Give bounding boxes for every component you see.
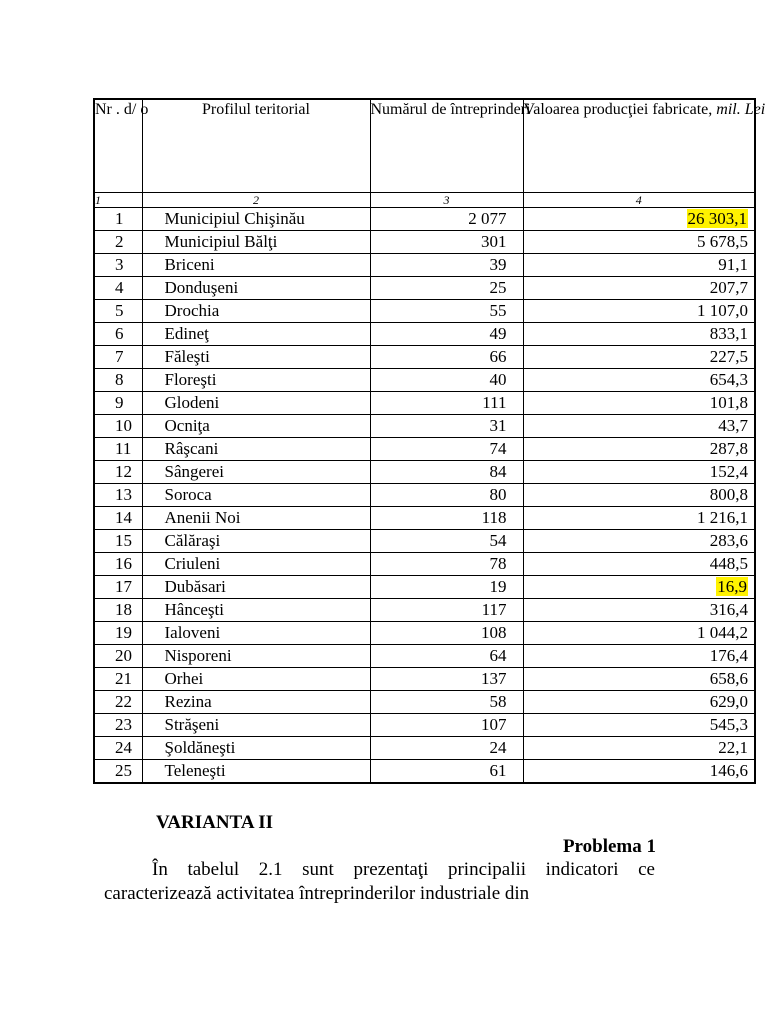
enterprise-count: 107 [370, 714, 523, 737]
table-row [94, 208, 755, 231]
data-table [93, 98, 766, 784]
production-value: 207,7 [523, 277, 755, 300]
production-value: 658,6 [523, 668, 755, 691]
table-row [94, 438, 755, 461]
row-number: 6 [94, 323, 142, 346]
enterprise-count: 40 [370, 369, 523, 392]
row-number: 8 [94, 369, 142, 392]
table-row [94, 714, 755, 737]
production-value: 91,1 [523, 254, 755, 277]
row-number: 22 [94, 691, 142, 714]
enterprise-count: 66 [370, 346, 523, 369]
row-number: 21 [94, 668, 142, 691]
production-value: 1 216,1 [523, 507, 755, 530]
table-row [94, 691, 755, 714]
production-value [523, 576, 755, 599]
row-number: 7 [94, 346, 142, 369]
row-number: 11 [94, 438, 142, 461]
row-number: 5 [94, 300, 142, 323]
row-number: 17 [94, 576, 142, 599]
enterprise-count: 19 [370, 576, 523, 599]
territory-name: Municipiul Bălţi [142, 231, 370, 254]
table-row [94, 553, 755, 576]
row-number: 9 [94, 392, 142, 415]
col-number: 4 [523, 193, 755, 208]
production-value: 316,4 [523, 599, 755, 622]
row-number: 15 [94, 530, 142, 553]
production-value: 287,8 [523, 438, 755, 461]
table-body [94, 208, 755, 784]
row-number: 19 [94, 622, 142, 645]
row-number: 4 [94, 277, 142, 300]
col-number: 2 [142, 193, 370, 208]
enterprise-count: 2 077 [370, 208, 523, 231]
table-row [94, 484, 755, 507]
row-number: 23 [94, 714, 142, 737]
problem-heading: Problema 1 [562, 836, 656, 857]
table-row [94, 369, 755, 392]
production-value: 800,8 [523, 484, 755, 507]
table-row [94, 530, 755, 553]
row-number: 1 [94, 208, 142, 231]
enterprise-count: 39 [370, 254, 523, 277]
row-number: 25 [94, 760, 142, 784]
enterprise-count: 108 [370, 622, 523, 645]
table-row [94, 737, 755, 760]
enterprise-count: 64 [370, 645, 523, 668]
table-row [94, 346, 755, 369]
enterprise-count: 117 [370, 599, 523, 622]
territory-name: Soroca [142, 484, 370, 507]
production-value: 227,5 [523, 346, 755, 369]
table-row [94, 231, 755, 254]
enterprise-count: 25 [370, 277, 523, 300]
row-number: 18 [94, 599, 142, 622]
territory-name: Criuleni [142, 553, 370, 576]
production-value: 545,3 [523, 714, 755, 737]
header-row [94, 99, 755, 193]
production-value: 176,4 [523, 645, 755, 668]
highlighted-value: 26 303,1 [687, 209, 747, 228]
table-row [94, 392, 755, 415]
enterprise-count: 84 [370, 461, 523, 484]
col-number: 1 [94, 193, 142, 208]
territory-name: Edineţ [142, 323, 370, 346]
table-row [94, 507, 755, 530]
table-row [94, 599, 755, 622]
table-row [94, 645, 755, 668]
enterprise-count: 54 [370, 530, 523, 553]
header-valoare-unit: mil. Lei [716, 101, 766, 118]
territory-name: Anenii Noi [142, 507, 370, 530]
row-number: 13 [94, 484, 142, 507]
production-value: 654,3 [523, 369, 755, 392]
production-value: 5 678,5 [523, 231, 755, 254]
table-row [94, 300, 755, 323]
territory-name: Râşcani [142, 438, 370, 461]
territory-name: Sângerei [142, 461, 370, 484]
territory-name: Briceni [142, 254, 370, 277]
territory-name: Făleşti [142, 346, 370, 369]
enterprise-count: 111 [370, 392, 523, 415]
territory-name: Călăraşi [142, 530, 370, 553]
table-row [94, 622, 755, 645]
header-valoare-main: Valoarea producţiei fabricate, [523, 101, 713, 118]
enterprise-count: 118 [370, 507, 523, 530]
enterprise-count: 61 [370, 760, 523, 784]
territory-name: Şoldăneşti [142, 737, 370, 760]
production-value: 448,5 [523, 553, 755, 576]
col-number: 3 [370, 193, 523, 208]
territory-name: Drochia [142, 300, 370, 323]
territory-name: Municipiul Chişinău [142, 208, 370, 231]
territory-name: Nisporeni [142, 645, 370, 668]
row-number: 20 [94, 645, 142, 668]
header-valoare [523, 99, 766, 193]
enterprise-count: 55 [370, 300, 523, 323]
enterprise-count: 49 [370, 323, 523, 346]
territory-name: Teleneşti [142, 760, 370, 784]
production-value: 833,1 [523, 323, 755, 346]
territory-name: Ialoveni [142, 622, 370, 645]
row-number: 12 [94, 461, 142, 484]
production-value: 152,4 [523, 461, 755, 484]
production-value [523, 208, 755, 231]
table-row [94, 668, 755, 691]
row-number: 24 [94, 737, 142, 760]
table-row [94, 323, 755, 346]
territory-name: Ocniţa [142, 415, 370, 438]
header-profil: Profilul teritorial [142, 99, 370, 193]
enterprise-count: 301 [370, 231, 523, 254]
territory-name: Străşeni [142, 714, 370, 737]
header-nr: Nr . d/ o [94, 99, 142, 193]
column-number-row [94, 193, 755, 208]
enterprise-count: 78 [370, 553, 523, 576]
enterprise-count: 137 [370, 668, 523, 691]
territory-name: Donduşeni [142, 277, 370, 300]
row-number: 3 [94, 254, 142, 277]
territory-name: Orhei [142, 668, 370, 691]
row-number: 14 [94, 507, 142, 530]
row-number: 2 [94, 231, 142, 254]
variant-heading: VARIANTA II [156, 812, 274, 833]
territory-name: Glodeni [142, 392, 370, 415]
row-number: 10 [94, 415, 142, 438]
production-value: 629,0 [523, 691, 755, 714]
enterprise-count: 80 [370, 484, 523, 507]
production-value: 43,7 [523, 415, 755, 438]
production-value: 146,6 [523, 760, 755, 784]
production-value: 283,6 [523, 530, 755, 553]
enterprise-count: 24 [370, 737, 523, 760]
table-row [94, 254, 755, 277]
table-row [94, 277, 755, 300]
territory-name: Dubăsari [142, 576, 370, 599]
row-number: 16 [94, 553, 142, 576]
enterprise-count: 58 [370, 691, 523, 714]
table-row [94, 415, 755, 438]
enterprise-count: 74 [370, 438, 523, 461]
body-paragraph: În tabelul 2.1 sunt prezentaţi principalii indicatori ce caracterizează activitatea întreprinderilor industriale din [104, 859, 655, 904]
territory-name: Floreşti [142, 369, 370, 392]
production-value: 1 044,2 [523, 622, 755, 645]
production-value: 1 107,0 [523, 300, 755, 323]
territory-name: Hânceşti [142, 599, 370, 622]
enterprise-count: 31 [370, 415, 523, 438]
highlighted-value: 16,9 [717, 577, 747, 596]
table-row [94, 461, 755, 484]
production-value: 101,8 [523, 392, 755, 415]
production-value: 22,1 [523, 737, 755, 760]
table-row [94, 576, 755, 599]
territory-name: Rezina [142, 691, 370, 714]
table-row [94, 760, 755, 784]
header-numar: Numărul de întreprinderi [370, 99, 523, 193]
